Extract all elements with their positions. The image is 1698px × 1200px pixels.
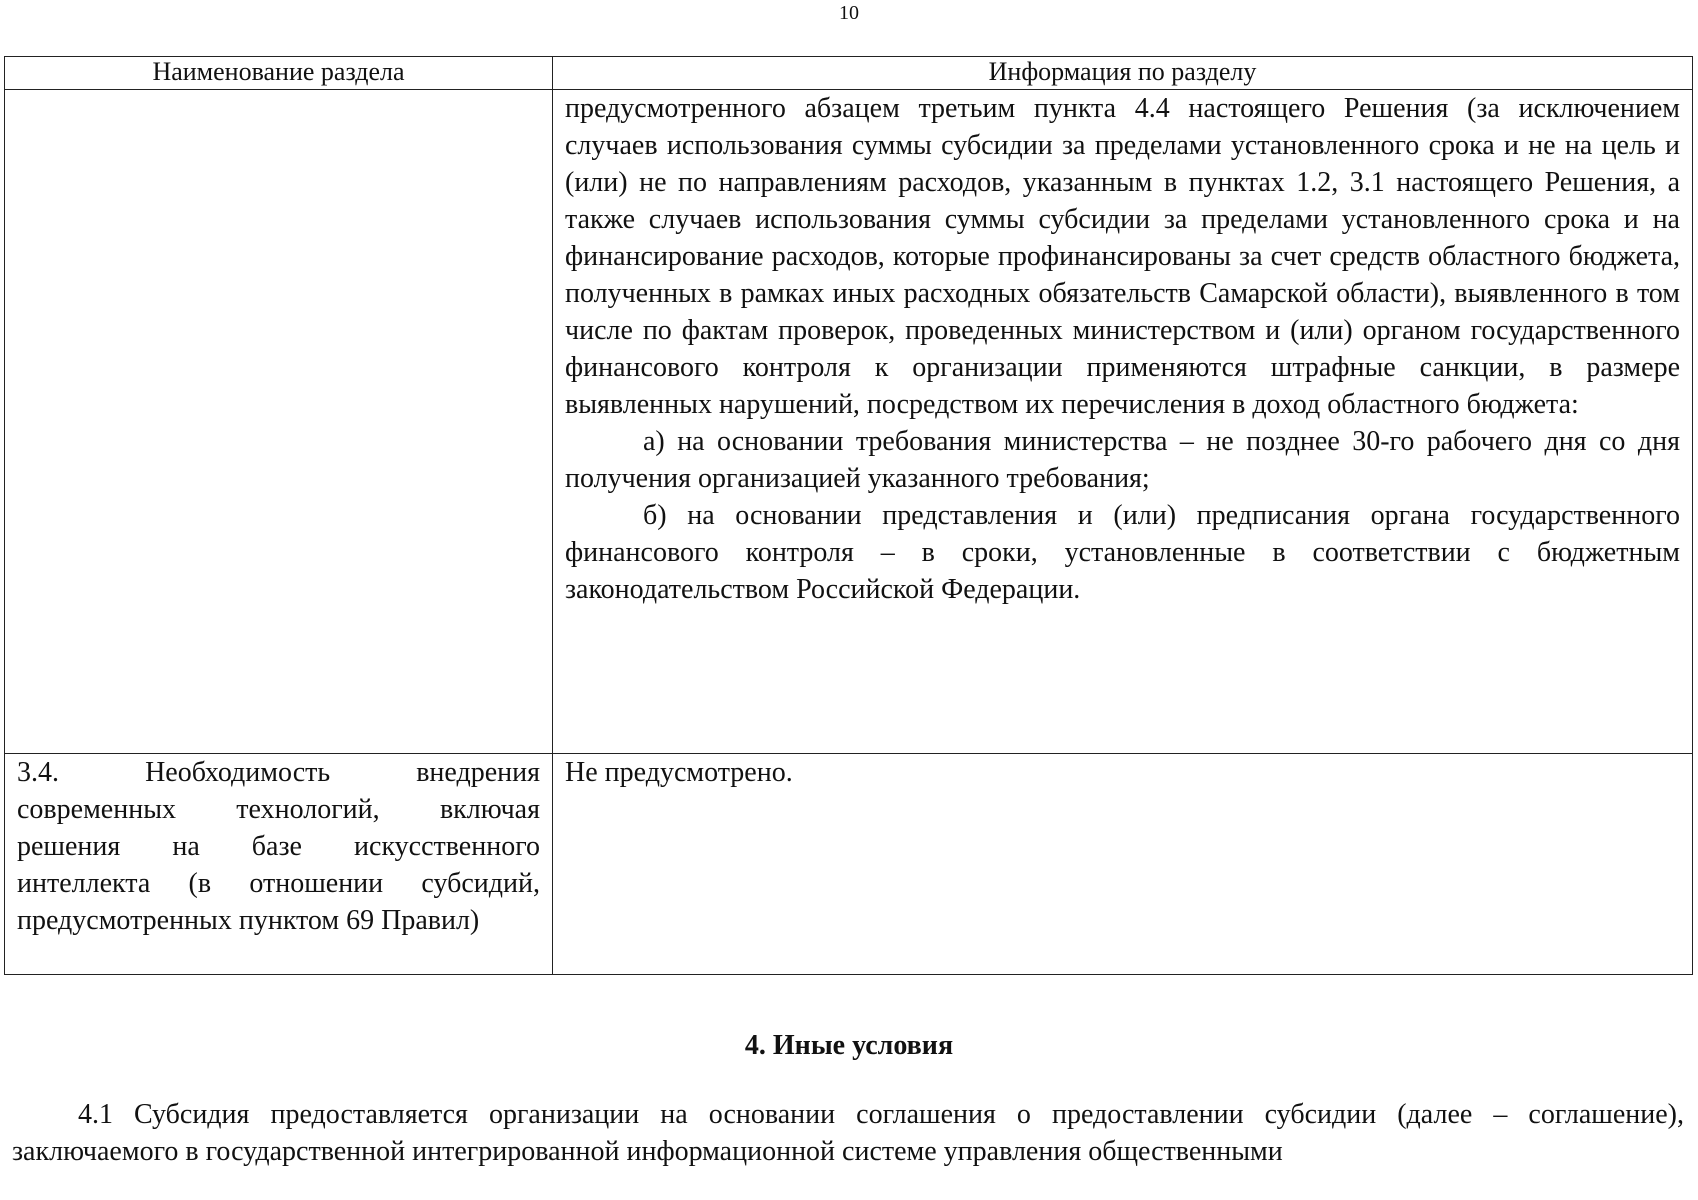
table-header-row <box>5 57 1693 90</box>
info-paragraph: а) на основании требования министерства – не позднее 30-го рабочего дня со дня получения организацией указанного требования; <box>565 426 1680 494</box>
info-paragraph: б) на основании представления и (или) предписания органа государственного финансового контроля – в сроки, установленные в соответствии с бюджетным законодательством Российской Федерации. <box>565 500 1680 605</box>
info-paragraph: предусмотренного абзацем третьим пункта 4.4 настоящего Решения (за исключением случаев использования суммы субсидии за пределами установленного срока и не на цель и (или) не по направлениям расходов, указанным в пунктах 1.2, 3.1 настоящего Решения, а также случаев использования суммы субсидии за пределами установленного срока и на финансирование расходов, которые профинансированы за счет средств областного бюджета, полученных в рамках иных расходных обязательств Самарской области), выявленного в том числе по фактам проверок, проведенных министерством и (или) органом государственного финансового контроля к организации применяются штрафные санкции, в размере выявленных нарушений, посредством их перечисления в доход областного бюджета: <box>565 93 1680 420</box>
info-paragraph: Не предусмотрено. <box>565 757 793 788</box>
section-name-cell <box>5 90 553 754</box>
column-header-section-name: Наименование раздела <box>5 57 553 90</box>
table-row <box>5 90 1693 754</box>
section-info-cell <box>553 90 1693 754</box>
body-paragraph: 4.1 Субсидия предоставляется организации на основании соглашения о предоставлении субсидии (далее – соглашение), заключаемого в государственной интегрированной информационной системе управления общественными <box>12 1099 1684 1167</box>
section-info-table <box>4 56 1693 975</box>
section-name-text: 3.4. Необходимость внедрения современных технологий, включая решения на базе искусственного интеллекта (в отношении субсидий, предусмотренных пунктом 69 Правил) <box>17 757 540 936</box>
table-row <box>5 754 1693 975</box>
section-heading: 4. Иные условия <box>744 1030 954 1061</box>
page-number: 10 <box>839 2 859 24</box>
section-info-cell <box>553 754 1693 975</box>
section-name-cell <box>5 754 553 975</box>
column-header-section-info: Информация по разделу <box>553 57 1693 90</box>
